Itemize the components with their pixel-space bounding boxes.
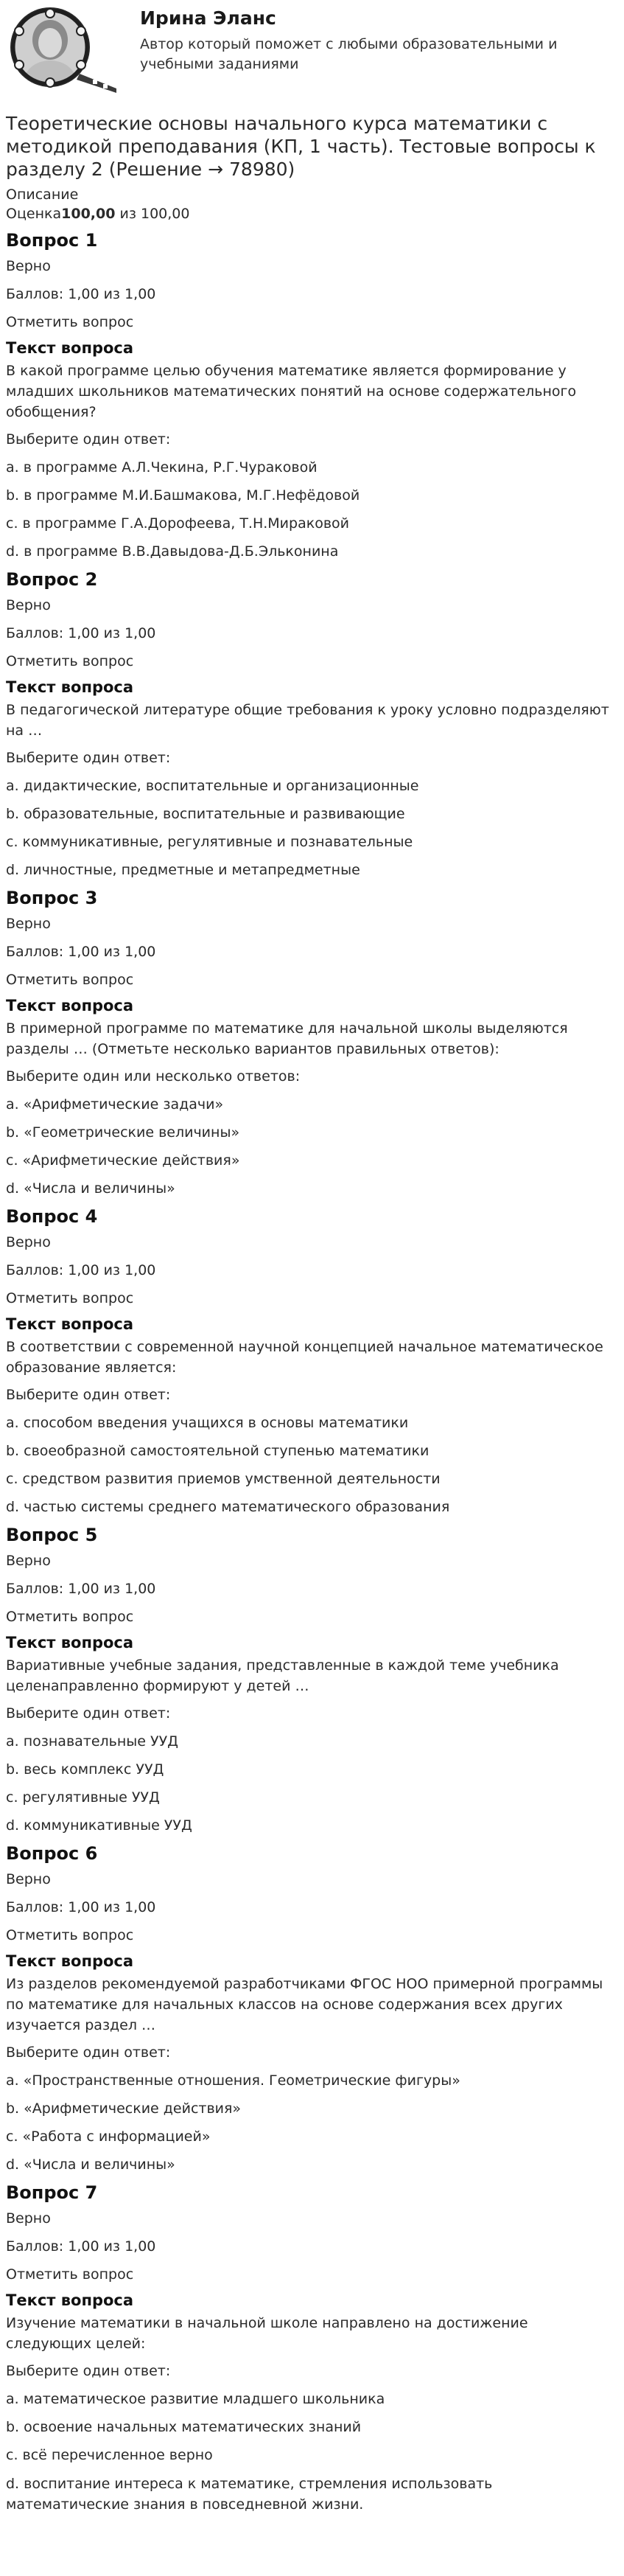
answer-prompt: Выберите один ответ:	[6, 431, 171, 448]
question-text: В педагогической литературе общие требования к уроку условно подразделяют на …	[6, 702, 609, 739]
question-status: Верно	[6, 1234, 51, 1250]
answer-option[interactable]: c. «Арифметические действия»	[6, 1152, 240, 1169]
film-reel-avatar-icon	[6, 6, 124, 94]
question-score: Баллов: 1,00 из 1,00	[6, 1581, 156, 1597]
answer-option[interactable]: a. в программе А.Л.Чекина, Р.Г.Чураковой	[6, 459, 318, 476]
avatar[interactable]	[6, 6, 124, 94]
answer-prompt: Выберите один ответ:	[6, 1705, 171, 1722]
question-status: Верно	[6, 2210, 51, 2227]
answer-option[interactable]: d. коммуникативные УУД	[6, 1817, 192, 1834]
answer-option[interactable]: d. «Числа и величины»	[6, 2156, 175, 2173]
answer-option[interactable]: b. в программе М.И.Башмакова, М.Г.Нефёдовой	[6, 487, 360, 504]
grade-line	[6, 204, 618, 223]
question-status: Верно	[6, 258, 51, 274]
answer-option[interactable]: c. коммуникативные, регулятивные и познавательные	[6, 834, 413, 850]
question-score: Баллов: 1,00 из 1,00	[6, 1899, 156, 1915]
question-title: Вопрос 5	[6, 1525, 98, 1545]
author-header	[0, 0, 624, 90]
answer-option[interactable]: d. в программе В.В.Давыдова-Д.Б.Эльконина	[6, 543, 339, 560]
test-title: Теоретические основы начального курса математики с методикой преподавания (КП, 1 часть). Тестовые вопросы к разделу 2 (Решение → 78980)	[6, 113, 596, 180]
question-title: Вопрос 7	[6, 2182, 98, 2203]
question-title: Вопрос 4	[6, 1206, 98, 1227]
answer-option[interactable]: d. «Числа и величины»	[6, 1180, 175, 1197]
answer-option[interactable]: a. «Арифметические задачи»	[6, 1096, 224, 1113]
question-text: В какой программе целью обучения математике является формирование у младших школьников математических понятий на основе содержательного обобщения?	[6, 363, 577, 420]
answer-option[interactable]: a. познавательные УУД	[6, 1733, 179, 1750]
question-title: Вопрос 2	[6, 569, 98, 590]
flag-question-link[interactable]: Отметить вопрос	[6, 1609, 134, 1625]
question-text: В примерной программе по математике для начальной школы выделяются разделы … (Отметьте несколько вариантов правильных ответов):	[6, 1020, 568, 1057]
question-text: Вариативные учебные задания, представленные в каждой теме учебника целенаправленно формируют у детей …	[6, 1657, 559, 1694]
question-text: Изучение математики в начальной школе направлено на достижение следующих целей:	[6, 2315, 528, 2352]
flag-question-link[interactable]: Отметить вопрос	[6, 1290, 134, 1306]
flag-question-link[interactable]: Отметить вопрос	[6, 653, 134, 669]
answer-option[interactable]: c. «Работа с информацией»	[6, 2128, 211, 2145]
flag-question-link[interactable]: Отметить вопрос	[6, 1927, 134, 1943]
answer-option[interactable]: b. своеобразной самостоятельной ступенью математики	[6, 1443, 430, 1459]
question-status: Верно	[6, 1871, 51, 1887]
answer-prompt: Выберите один ответ:	[6, 2363, 171, 2379]
question	[0, 885, 624, 1198]
answer-option[interactable]: b. освоение начальных математических знаний	[6, 2419, 362, 2435]
question-text-label: Текст вопроса	[6, 339, 134, 357]
grade-suffix: из 100,00	[115, 206, 190, 222]
answer-prompt: Выберите один ответ:	[6, 750, 171, 766]
question-status: Верно	[6, 1553, 51, 1569]
question-text-label: Текст вопроса	[6, 2291, 134, 2309]
question-text: В соответствии с современной научной концепцией начальное математическое образование является:	[6, 1339, 603, 1376]
answer-option[interactable]: b. «Арифметические действия»	[6, 2100, 242, 2117]
question-text-label: Текст вопроса	[6, 678, 134, 696]
author-description: Автор который поможет с любыми образовательными и учебными заданиями	[140, 36, 558, 72]
answer-option[interactable]: b. «Геометрические величины»	[6, 1124, 240, 1141]
grade-label: Оценка	[6, 206, 62, 222]
question-text-label: Текст вопроса	[6, 1952, 134, 1970]
answer-prompt: Выберите один или несколько ответов:	[6, 1068, 301, 1085]
question-score: Баллов: 1,00 из 1,00	[6, 625, 156, 641]
answer-option[interactable]: c. в программе Г.А.Дорофеева, Т.Н.Мираковой	[6, 515, 350, 532]
questions-list	[0, 228, 624, 2515]
description-label: Описание	[6, 187, 79, 203]
answer-option[interactable]: a. способом введения учащихся в основы математики	[6, 1415, 409, 1431]
question-status: Верно	[6, 597, 51, 613]
answer-option[interactable]: c. средством развития приемов умственной деятельности	[6, 1471, 441, 1487]
answer-prompt: Выберите один ответ:	[6, 1387, 171, 1403]
question-status: Верно	[6, 916, 51, 932]
answer-option[interactable]: b. весь комплекс УУД	[6, 1761, 164, 1778]
question-text-label: Текст вопроса	[6, 997, 134, 1014]
answer-option[interactable]: a. «Пространственные отношения. Геометрические фигуры»	[6, 2072, 460, 2089]
answer-option[interactable]: c. всё перечисленное верно	[6, 2447, 213, 2463]
grade-value: 100,00	[61, 206, 116, 222]
question-score: Баллов: 1,00 из 1,00	[6, 1262, 156, 1278]
answer-option[interactable]: d. воспитание интереса к математике, стремления использовать математические знания в повседневной жизни.	[6, 2476, 493, 2513]
question	[0, 2180, 624, 2515]
question-title: Вопрос 1	[6, 230, 98, 251]
question-text-label: Текст вопроса	[6, 1634, 134, 1651]
question-score: Баллов: 1,00 из 1,00	[6, 2238, 156, 2255]
answer-option[interactable]: b. образовательные, воспитательные и развивающие	[6, 806, 405, 822]
question	[0, 228, 624, 561]
question-text-label: Текст вопроса	[6, 1315, 134, 1333]
flag-question-link[interactable]: Отметить вопрос	[6, 2266, 134, 2283]
flag-question-link[interactable]: Отметить вопрос	[6, 972, 134, 988]
answer-option[interactable]: d. личностные, предметные и метапредметные	[6, 862, 360, 878]
question	[0, 1841, 624, 2174]
answer-option[interactable]: c. регулятивные УУД	[6, 1789, 160, 1806]
answer-option[interactable]: a. дидактические, воспитательные и организационные	[6, 778, 419, 794]
answer-option[interactable]: d. частью системы среднего математического образования	[6, 1499, 450, 1515]
question-title: Вопрос 6	[6, 1843, 98, 1864]
answer-prompt: Выберите один ответ:	[6, 2044, 171, 2061]
answer-option[interactable]: a. математическое развитие младшего школьника	[6, 2391, 385, 2407]
question-score: Баллов: 1,00 из 1,00	[6, 944, 156, 960]
question-text: Из разделов рекомендуемой разработчиками ФГОС НОО примерной программы по математике для начальных классов на основе содержания всех других изучается раздел …	[6, 1976, 603, 2033]
author-name[interactable]: Ирина Эланс	[140, 7, 276, 29]
question	[0, 567, 624, 880]
question-title: Вопрос 3	[6, 888, 98, 908]
question-score: Баллов: 1,00 из 1,00	[6, 286, 156, 302]
question	[0, 1522, 624, 1835]
author-info	[124, 6, 582, 74]
question	[0, 1204, 624, 1517]
flag-question-link[interactable]: Отметить вопрос	[6, 314, 134, 330]
